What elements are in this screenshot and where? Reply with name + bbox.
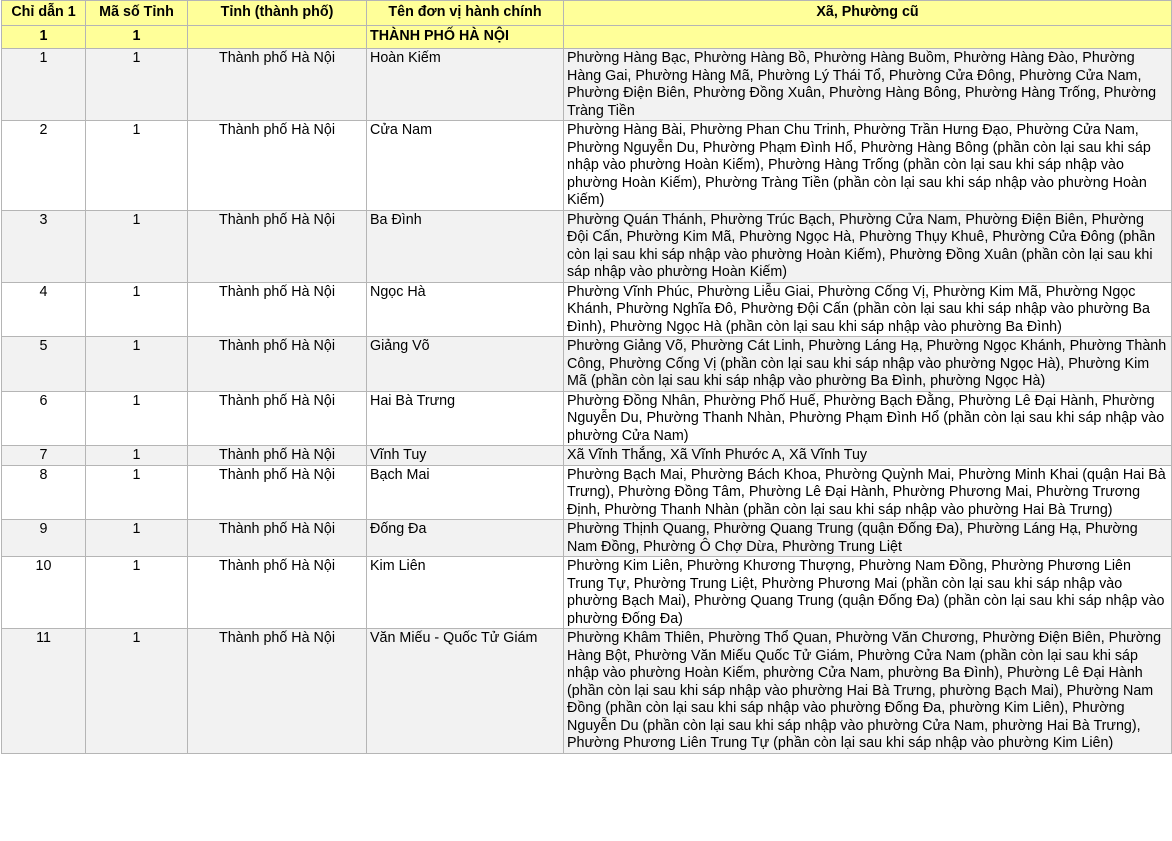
cell-ma-so[interactable]: 1 <box>86 629 188 754</box>
cell-ten[interactable]: Đống Đa <box>367 520 564 557</box>
cell-xa-cu[interactable]: Phường Hàng Bài, Phường Phan Chu Trinh, Phường Trần Hưng Đạo, Phường Cửa Nam, Phường Nguyễn Du, Phường Phạm Đình Hổ, Phường Hàng Bông (phần còn lại sau khi sáp nhập vào phường Hoàn Kiếm), Phường Hàng Trống (phần còn lại sau khi sáp nhập vào phường Hoàn Kiếm), Phường Tràng Tiền (phần còn lại sau khi sáp nhập vào phường Hoàn Kiếm) <box>564 121 1172 211</box>
col-header-xa-phuong-cu[interactable]: Xã, Phường cũ <box>564 1 1172 26</box>
cell-ma-so[interactable]: 1 <box>86 465 188 520</box>
table-row <box>2 557 1172 629</box>
cell-chi-dan[interactable]: 10 <box>2 557 86 629</box>
cell-chi-dan[interactable]: 11 <box>2 629 86 754</box>
group-row-ha-noi <box>2 26 1172 49</box>
cell-xa-cu[interactable]: Phường Bạch Mai, Phường Bách Khoa, Phường Quỳnh Mai, Phường Minh Khai (quận Hai Bà Trưng), Phường Đồng Tâm, Phường Lê Đại Hành, Phường Phương Mai, Phường Trương Định, Phường Thanh Nhàn (phần còn lại sau khi sáp nhập vào phường Hai Bà Trưng) <box>564 465 1172 520</box>
cell-ma-so[interactable]: 1 <box>86 210 188 282</box>
cell-xa-cu[interactable]: Phường Thịnh Quang, Phường Quang Trung (quận Đống Đa), Phường Láng Hạ, Phường Nam Đồng, Phường Ô Chợ Dừa, Phường Trung Liệt <box>564 520 1172 557</box>
group-ma-so[interactable]: 1 <box>86 26 188 49</box>
cell-xa-cu[interactable]: Phường Quán Thánh, Phường Trúc Bạch, Phường Cửa Nam, Phường Điện Biên, Phường Đội Cấn, Phường Kim Mã, Phường Ngọc Hà, Phường Thụy Khuê, Phường Cửa Đông (phần còn lại sau khi sáp nhập vào phường Hoàn Kiếm), Phường Đồng Xuân (phần còn lại sau khi sáp nhập vào phường Hoàn Kiếm) <box>564 210 1172 282</box>
table-row <box>2 629 1172 754</box>
group-tinh[interactable] <box>188 26 367 49</box>
cell-tinh[interactable]: Thành phố Hà Nội <box>188 282 367 337</box>
cell-ma-so[interactable]: 1 <box>86 391 188 446</box>
cell-chi-dan[interactable]: 9 <box>2 520 86 557</box>
cell-chi-dan[interactable]: 7 <box>2 446 86 466</box>
cell-tinh[interactable]: Thành phố Hà Nội <box>188 391 367 446</box>
cell-ten[interactable]: Kim Liên <box>367 557 564 629</box>
cell-ma-so[interactable]: 1 <box>86 446 188 466</box>
col-header-ma-so-tinh[interactable]: Mã số Tỉnh <box>86 1 188 26</box>
cell-chi-dan[interactable]: 6 <box>2 391 86 446</box>
cell-xa-cu[interactable]: Phường Kim Liên, Phường Khương Thượng, Phường Nam Đồng, Phường Phương Liên Trung Tự, Phường Trung Liệt, Phường Phương Mai (phần còn lại sau khi sáp nhập vào phường Bạch Mai), Phường Quang Trung (quận Đống Đa) (phần còn lại sau khi sáp nhập vào phường Đống Đa) <box>564 557 1172 629</box>
admin-units-table <box>1 0 1172 754</box>
table-row <box>2 465 1172 520</box>
cell-tinh[interactable]: Thành phố Hà Nội <box>188 337 367 392</box>
header-row <box>2 1 1172 26</box>
group-xa-cu[interactable] <box>564 26 1172 49</box>
cell-ten[interactable]: Văn Miếu - Quốc Tử Giám <box>367 629 564 754</box>
cell-xa-cu[interactable]: Phường Đồng Nhân, Phường Phố Huế, Phường Bạch Đằng, Phường Lê Đại Hành, Phường Nguyễn Du, Phường Thanh Nhàn, Phường Phạm Đình Hổ (phần còn lại sau khi sáp nhập vào phường Cửa Nam) <box>564 391 1172 446</box>
table-row <box>2 446 1172 466</box>
cell-chi-dan[interactable]: 1 <box>2 49 86 121</box>
cell-ten[interactable]: Ngọc Hà <box>367 282 564 337</box>
col-header-tinh[interactable]: Tỉnh (thành phố) <box>188 1 367 26</box>
table-row <box>2 520 1172 557</box>
cell-chi-dan[interactable]: 8 <box>2 465 86 520</box>
cell-ten[interactable]: Giảng Võ <box>367 337 564 392</box>
col-header-chi-dan[interactable]: Chỉ dẫn 1 <box>2 1 86 26</box>
group-ten[interactable]: THÀNH PHỐ HÀ NỘI <box>367 26 564 49</box>
cell-xa-cu[interactable]: Phường Khâm Thiên, Phường Thổ Quan, Phường Văn Chương, Phường Điện Biên, Phường Hàng Bột, Phường Văn Miếu Quốc Tử Giám, Phường Cửa Nam (phần còn lại sau khi sáp nhập vào phường Hoàn Kiếm, phường Cửa Nam, phường Ba Đình), Phường Lê Đại Hành (phần còn lại sau khi sáp nhập vào phường Hai Bà Trưng, phường Bạch Mai), Phường Nam Đồng (phần còn lại sau khi sáp nhập vào phường Đống Đa, phường Kim Liên), Phường Nguyễn Du (phần còn lại sau khi sáp nhập vào phường Cửa Nam, phường Hai Bà Trưng), Phường Phương Liên Trung Tự (phần còn lại sau khi sáp nhập vào phường Kim Liên) <box>564 629 1172 754</box>
table-row <box>2 121 1172 211</box>
cell-ma-so[interactable]: 1 <box>86 337 188 392</box>
table-row <box>2 49 1172 121</box>
cell-chi-dan[interactable]: 4 <box>2 282 86 337</box>
cell-ten[interactable]: Bạch Mai <box>367 465 564 520</box>
cell-ten[interactable]: Ba Đình <box>367 210 564 282</box>
cell-ma-so[interactable]: 1 <box>86 121 188 211</box>
cell-chi-dan[interactable]: 3 <box>2 210 86 282</box>
cell-xa-cu[interactable]: Phường Hàng Bạc, Phường Hàng Bồ, Phường Hàng Buồm, Phường Hàng Đào, Phường Hàng Gai, Phường Hàng Mã, Phường Lý Thái Tổ, Phường Cửa Đông, Phường Cửa Nam, Phường Điện Biên, Phường Đồng Xuân, Phường Hàng Bông, Phường Hàng Trống, Phường Tràng Tiền <box>564 49 1172 121</box>
cell-tinh[interactable]: Thành phố Hà Nội <box>188 629 367 754</box>
cell-xa-cu[interactable]: Phường Vĩnh Phúc, Phường Liễu Giai, Phường Cống Vị, Phường Kim Mã, Phường Ngọc Khánh, Phường Nghĩa Đô, Phường Đội Cấn (phần còn lại sau khi sáp nhập vào phường Ba Đình), Phường Ngọc Hà (phần còn lại sau khi sáp nhập vào phường Ba Đình) <box>564 282 1172 337</box>
cell-xa-cu[interactable]: Phường Giảng Võ, Phường Cát Linh, Phường Láng Hạ, Phường Ngọc Khánh, Phường Thành Công, Phường Cống Vị (phần còn lại sau khi sáp nhập vào phường Ngọc Hà), Phường Kim Mã (phần còn lại sau khi sáp nhập vào phường Ba Đình, phường Ngọc Hà) <box>564 337 1172 392</box>
group-chi-dan[interactable]: 1 <box>2 26 86 49</box>
cell-tinh[interactable]: Thành phố Hà Nội <box>188 465 367 520</box>
cell-ten[interactable]: Hoàn Kiếm <box>367 49 564 121</box>
table-row <box>2 337 1172 392</box>
col-header-ten-don-vi[interactable]: Tên đơn vị hành chính <box>367 1 564 26</box>
table-row <box>2 210 1172 282</box>
cell-ten[interactable]: Hai Bà Trưng <box>367 391 564 446</box>
cell-chi-dan[interactable]: 5 <box>2 337 86 392</box>
cell-tinh[interactable]: Thành phố Hà Nội <box>188 121 367 211</box>
cell-ma-so[interactable]: 1 <box>86 49 188 121</box>
table-row <box>2 391 1172 446</box>
cell-tinh[interactable]: Thành phố Hà Nội <box>188 557 367 629</box>
cell-tinh[interactable]: Thành phố Hà Nội <box>188 520 367 557</box>
cell-ten[interactable]: Cửa Nam <box>367 121 564 211</box>
cell-ma-so[interactable]: 1 <box>86 282 188 337</box>
cell-tinh[interactable]: Thành phố Hà Nội <box>188 49 367 121</box>
cell-ma-so[interactable]: 1 <box>86 520 188 557</box>
cell-ma-so[interactable]: 1 <box>86 557 188 629</box>
cell-chi-dan[interactable]: 2 <box>2 121 86 211</box>
cell-tinh[interactable]: Thành phố Hà Nội <box>188 446 367 466</box>
cell-tinh[interactable]: Thành phố Hà Nội <box>188 210 367 282</box>
cell-ten[interactable]: Vĩnh Tuy <box>367 446 564 466</box>
cell-xa-cu[interactable]: Xã Vĩnh Thắng, Xã Vĩnh Phước A, Xã Vĩnh Tuy <box>564 446 1172 466</box>
table-row <box>2 282 1172 337</box>
